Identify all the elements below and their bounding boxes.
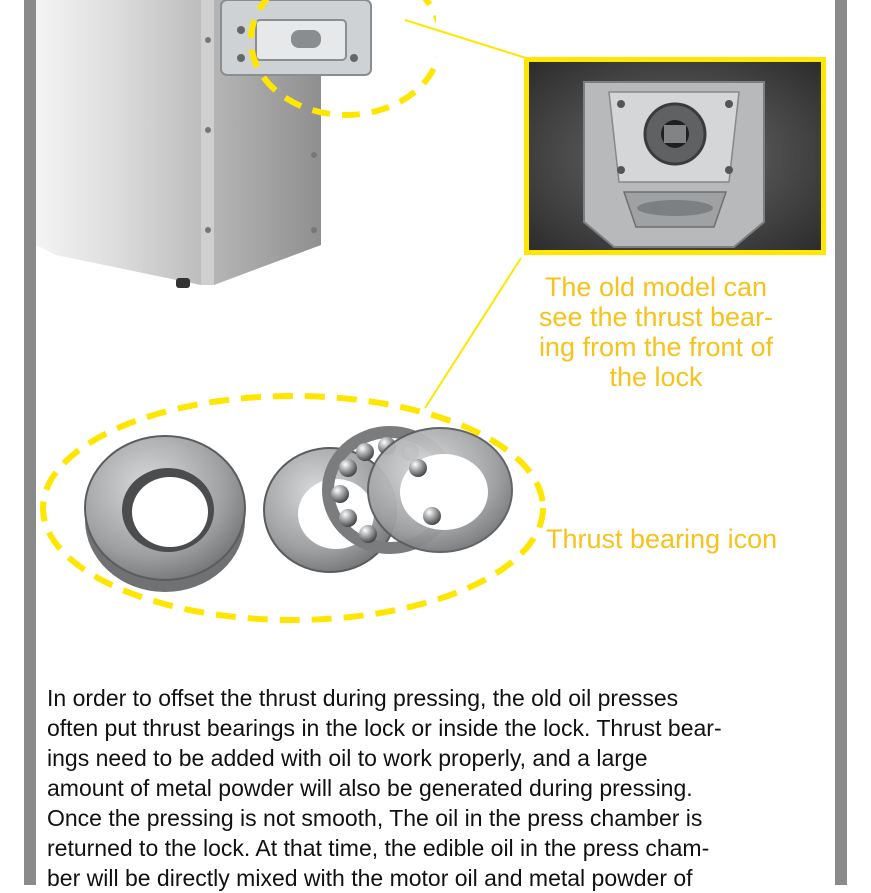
paragraph-line: often put thrust bearings in the lock or inside the lock. Thrust bear- <box>47 715 722 741</box>
frame-left-border <box>24 0 36 885</box>
paragraph-line: amount of metal powder will also be generated during pressing. <box>47 775 693 801</box>
thrust-bearing-caption: Thrust bearing icon <box>546 524 778 554</box>
description-paragraph <box>47 683 807 893</box>
paragraph-line: returned to the lock. At that time, the edible oil in the press cham- <box>47 835 710 861</box>
paragraph-line: In order to offset the thrust during pressing, the old oil presses <box>47 685 679 711</box>
caption-line: ing from the front of <box>538 332 774 362</box>
paragraph-line: Once the pressing is not smooth, The oil in the press chamber is <box>47 805 703 831</box>
caption-line: the lock <box>609 362 703 392</box>
oil-press-machine-image <box>36 0 436 300</box>
lock-closeup-photo <box>524 57 826 255</box>
thrust-bearing-image <box>40 390 560 630</box>
caption-line: The old model can <box>544 272 768 302</box>
paragraph-line: ber will be directly mixed with the motor oil and metal powder of <box>47 865 693 891</box>
frame-right-border <box>835 0 847 885</box>
old-model-caption <box>508 272 804 392</box>
caption-line: see the thrust bear- <box>538 302 774 332</box>
paragraph-line: ings need to be added with oil to work properly, and a large <box>47 745 648 771</box>
